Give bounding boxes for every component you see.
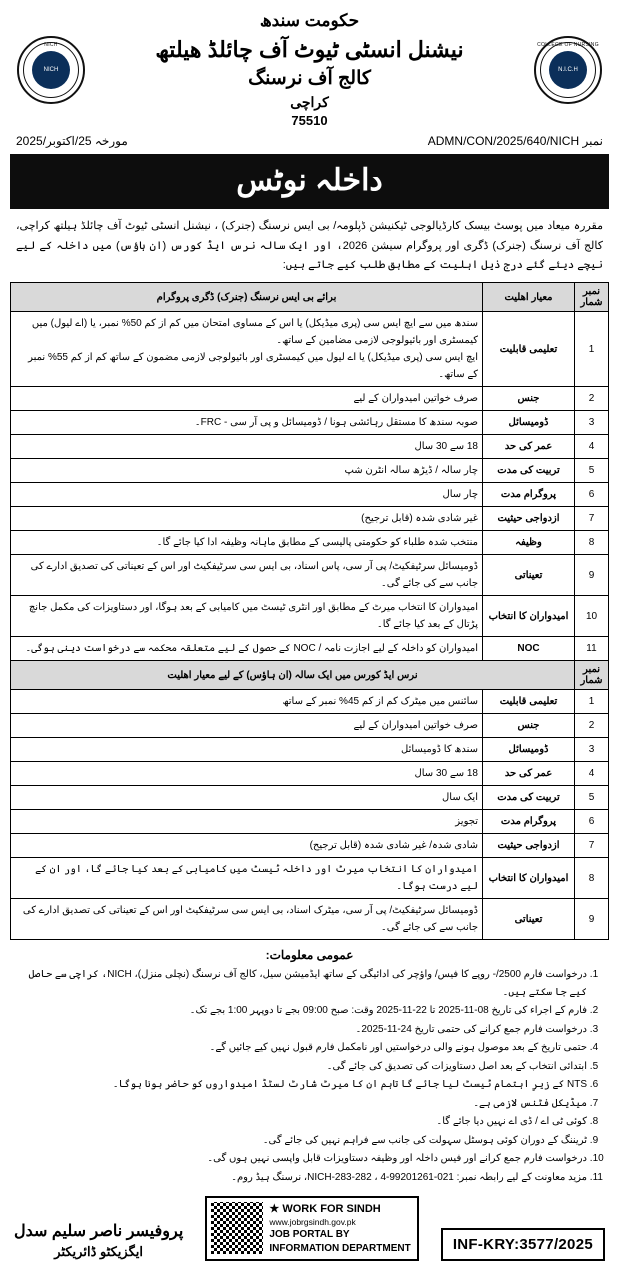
notice-title-bar <box>10 154 609 209</box>
general-info-item: 8. کوئی ٹی اے / ڈی اے نہیں دیا جائے گا۔ <box>14 1113 587 1131</box>
row-sr: 1 <box>575 690 609 714</box>
qr-code-icon[interactable] <box>211 1202 263 1254</box>
row-detail: سائنس میں میٹرک کم از کم 45% نمبر کے ساتھ <box>11 690 483 714</box>
section2-title: نرس ایڈ کورس میں ایک سالہ (ان ہاؤس) کے لیے معیار اھلیت <box>11 661 575 690</box>
row-sr: 2 <box>575 387 609 411</box>
general-info-item: 4. حتمی تاریخ کے بعد موصول ہونے والی درخواستیں اور نامکمل فارم قبول نہیں کیے جائیں گے۔ <box>14 1039 587 1057</box>
row-sr: 3 <box>575 738 609 762</box>
college-seal-top-text: COLLEGE OF NURSING <box>537 41 599 48</box>
general-info-item: 2. فارم کے اجراء کی تاریخ 08-11-2025 تا 22-11-2025 وقت: صبح 09:00 بجے تا دوپہر 1:00 بجے تک۔ <box>14 1002 587 1020</box>
notice-reference: نمبر ADMN/CON/2025/640/NICH <box>427 133 603 148</box>
row-sr: 11 <box>575 637 609 661</box>
college-seal-core-text: N.I.C.H <box>549 51 587 89</box>
row-detail: ڈومیسائل سرٹیفکیٹ/ پی آر سی، میٹرک اسناد، بی ایس سی سرٹیفکیٹ اور اس کے تعیناتی کی تصدیق ادارے کی جانب سے کی جائے گی۔ <box>11 899 483 940</box>
row-criteria: ازدواجی حیثیت <box>483 507 575 531</box>
section-2-header-row <box>11 661 609 690</box>
job-portal-box[interactable] <box>205 1196 418 1261</box>
postcode: 75510 <box>291 113 328 129</box>
document-header <box>10 6 609 132</box>
intro-paragraph: مقررہ میعاد میں پوسٹ بیسک کارڈیالوجی ٹیکنیشن ڈپلومہ/ بی ایس نرسنگ (جنرک) ، نیشنل انسٹی ٹیوٹ آف چائلڈ ہیلتھ کراچی، کالج آف نرسنگ (جنرک) ڈگری اور پروگرام سیشن 2026، اور ایک سالہ نرس ایڈ کورس (ان ہاؤس) میں داخلہ کے لیے نیچے دیئے گئے درج ذیل اہلیت کے مطابق طلب کیے جاتے ہیں: <box>16 219 603 272</box>
row-sr: 6 <box>575 483 609 507</box>
header-sr: نمبر شمار <box>575 283 609 312</box>
row-criteria: عمر کی حد <box>483 435 575 459</box>
row-detail: غیر شادی شدہ (قابل ترجیح) <box>11 507 483 531</box>
nich-seal-core-text: NICH <box>32 51 70 89</box>
inf-code-box: INF-KRY:3577/2025 <box>441 1228 605 1261</box>
row-criteria: وظیفہ <box>483 531 575 555</box>
signatory-name: پروفیسر ناصر سلیم سدل <box>14 1222 184 1240</box>
table-row <box>11 411 609 435</box>
row-detail: 18 سے 30 سال <box>11 762 483 786</box>
row-detail: صرف خواتین امیدواران کے لیے <box>11 714 483 738</box>
row-sr: 4 <box>575 435 609 459</box>
row-sr: 7 <box>575 834 609 858</box>
row-detail: سندھ میں سے ایچ ایس سی (پری میڈیکل) یا اس کے مساوی امتحان میں کم از کم 50% نمبر، یا (اے لیول) میں کیمسٹری اور بائیولوجی لازمی مضامین کے ساتھ۔ ایچ ایس سی (پری میڈیکل) یا اے لیول میں کیمسٹری اور بائیولوجی لازمی مضمون کے ساتھ کم از کم 55% نمبر کے ساتھ۔ <box>11 312 483 387</box>
row-detail: چار سالہ / ڈیڑھ سالہ انٹرن شپ <box>11 459 483 483</box>
page-title: داخلہ نوٹس <box>236 163 383 197</box>
portal-text-block <box>267 1198 416 1259</box>
city-name: کراچی <box>290 94 329 111</box>
general-info-title: عمومی معلومات: <box>265 948 354 963</box>
table-row <box>11 312 609 387</box>
row-sr: 8 <box>575 531 609 555</box>
row-criteria: امیدواران کا انتخاب <box>483 858 575 899</box>
row-detail: شادی شدہ/ غیر شادی شدہ (قابل ترجیح) <box>11 834 483 858</box>
table-row <box>11 738 609 762</box>
table-row <box>11 786 609 810</box>
table-row <box>11 555 609 596</box>
portal-line2: JOB PORTAL BY <box>269 1229 350 1241</box>
table-row <box>11 387 609 411</box>
row-detail: امیدواران کا انتخاب میرٹ کے مطابق اور انٹری ٹیسٹ میں کامیابی کے بعد ہوگا، اور دستاویزات کی مکمل جانچ پڑتال کے بعد کیا جائے گا۔ <box>11 596 483 637</box>
row-criteria: جنس <box>483 387 575 411</box>
general-info-list <box>10 966 609 1186</box>
row-criteria: تعلیمی قابلیت <box>483 690 575 714</box>
document-footer <box>10 1196 609 1261</box>
header-titles <box>88 10 531 130</box>
row-detail: ایک سال <box>11 786 483 810</box>
header-detail: برائے بی ایس نرسنگ (جنرک) ڈگری پروگرام <box>11 283 483 312</box>
row-detail: امیدواران کا انتخاب میرٹ اور داخلہ ٹیسٹ میں کامیابی کے بعد کیا جائے گا، اور ان کے لیے درست ہوگا۔ <box>11 858 483 899</box>
row-sr: 2 <box>575 714 609 738</box>
signature-block <box>14 1221 183 1261</box>
general-info-item: 11. مزید معاونت کے لیے رابطہ نمبر: 021-99201261-4 ، NICH-283-282، نرسنگ ہیڈ روم۔ <box>14 1169 587 1187</box>
portal-line3: INFORMATION DEPARTMENT <box>269 1242 411 1254</box>
table-row <box>11 596 609 637</box>
row-criteria: تربیت کی مدت <box>483 459 575 483</box>
row-sr: 8 <box>575 858 609 899</box>
table-row <box>11 762 609 786</box>
row-sr: 4 <box>575 762 609 786</box>
table-row <box>11 435 609 459</box>
row-detail: منتخب شدہ طلباء کو حکومتی پالیسی کے مطابق ماہانہ وظیفہ ادا کیا جائے گا۔ <box>11 531 483 555</box>
table-row <box>11 899 609 940</box>
general-info-item: 6. NTS کے زیرِ اہتمام ٹیسٹ لیا جائے گا تاہم ان کا میرٹ شارٹ لسٹڈ امیدواروں کو حاضر ہونا ہوگا۔ <box>14 1076 587 1094</box>
general-info-item: 3. درخواست فارم جمع کرانے کی حتمی تاریخ 24-11-2025۔ <box>14 1021 587 1039</box>
row-detail: صوبہ سندھ کا مستقل رہائشی ہونا / ڈومیسائل و پی آر سی - FRC۔ <box>11 411 483 435</box>
row-sr: 5 <box>575 459 609 483</box>
nich-seal-icon <box>17 36 85 104</box>
row-sr: 10 <box>575 596 609 637</box>
table-row <box>11 834 609 858</box>
row-criteria: NOC <box>483 637 575 661</box>
row-detail: 18 سے 30 سال <box>11 435 483 459</box>
college-of-nursing-logo <box>531 33 605 107</box>
row-criteria: جنس <box>483 714 575 738</box>
row-detail: صرف خواتین امیدواران کے لیے <box>11 387 483 411</box>
meta-row <box>10 132 609 152</box>
row-criteria: تعیناتی <box>483 899 575 940</box>
row-criteria: پروگرام مدت <box>483 810 575 834</box>
portal-url[interactable]: www.jobrgsindh.gov.pk <box>269 1216 356 1227</box>
row-criteria: ڈومیسائل <box>483 411 575 435</box>
row-criteria: تعلیمی قابلیت <box>483 312 575 387</box>
row-sr: 9 <box>575 899 609 940</box>
row-criteria: پروگرام مدت <box>483 483 575 507</box>
row-criteria: تعیناتی <box>483 555 575 596</box>
table-row <box>11 714 609 738</box>
notice-date: مورخہ 25/اکتوبر/2025 <box>16 133 128 148</box>
row-detail: ڈومیسائل سرٹیفکیٹ/ پی آر سی، پاس اسناد، بی ایس سی سرٹیفکیٹ اور اس کے تعیناتی کی تصدیق ادارے کی جانب سے کی جائے گی۔ <box>11 555 483 596</box>
nich-seal-top-text: NICH <box>44 41 58 48</box>
institute-name: نیشنل انسٹی ٹیوٹ آف چائلڈ ھیلتھ <box>155 36 464 62</box>
table-row <box>11 483 609 507</box>
row-sr: 3 <box>575 411 609 435</box>
section2-sr-label: نمبر شمار <box>575 661 609 690</box>
row-detail: چار سال <box>11 483 483 507</box>
table-header-row <box>11 283 609 312</box>
signatory-designation: ایگزیکٹو ڈائریکٹر <box>54 1244 143 1260</box>
row-sr: 7 <box>575 507 609 531</box>
row-sr: 6 <box>575 810 609 834</box>
row-criteria: امیدواران کا انتخاب <box>483 596 575 637</box>
eligibility-table <box>10 282 609 940</box>
nich-logo <box>14 33 88 107</box>
general-info-item: 5. ابتدائی انتخاب کے بعد اصل دستاویزات کی تصدیق کی جائے گی۔ <box>14 1058 587 1076</box>
table-row <box>11 459 609 483</box>
govt-name: حکومت سندھ <box>259 11 360 30</box>
row-criteria: ازدواجی حیثیت <box>483 834 575 858</box>
general-info-item: 9. ٹریننگ کے دوران کوئی ہوسٹل سہولت کی جانب سے فراہم نہیں کی جائے گی۔ <box>14 1132 587 1150</box>
table-row <box>11 810 609 834</box>
flag-icon: ★ <box>269 1203 280 1216</box>
row-criteria: تربیت کی مدت <box>483 786 575 810</box>
table-row <box>11 637 609 661</box>
row-detail: سندھ کا ڈومیسائل <box>11 738 483 762</box>
table-row <box>11 858 609 899</box>
college-name: کالج آف نرسنگ <box>248 67 371 89</box>
table-row <box>11 690 609 714</box>
row-sr: 5 <box>575 786 609 810</box>
row-detail: امیدواران کو داخلہ کے لیے اجازت نامہ / NOC کے حصول کے لیے متعلقہ محکمہ سے درخواست دینی ہوگی۔ <box>11 637 483 661</box>
header-criteria: معیار اھلیت <box>483 283 575 312</box>
college-seal-icon <box>534 36 602 104</box>
table-row <box>11 507 609 531</box>
table-row <box>11 531 609 555</box>
row-criteria: ڈومیسائل <box>483 738 575 762</box>
row-sr: 9 <box>575 555 609 596</box>
general-info-item: 1. درخواست فارم 2500/- روپے کا فیس/ واؤچر کی ادائیگی کے ساتھ ایڈمیشن سیل، کالج آف نرسنگ (نچلی منزل)، NICH، کراچی سے حاصل کیے جا سکتے ہیں۔ <box>14 966 587 1001</box>
row-sr: 1 <box>575 312 609 387</box>
portal-line1 <box>269 1202 410 1217</box>
row-detail: تجویز <box>11 810 483 834</box>
general-info-item: 10. درخواست فارم جمع کرانے اور فیس داخلہ اور وظیفہ دستاویزات قابل واپسی نہیں ہوں گی۔ <box>14 1150 587 1168</box>
row-criteria: عمر کی حد <box>483 762 575 786</box>
general-info-item: 7. میڈیکل فٹنس لازمی ہے۔ <box>14 1095 587 1113</box>
portal-line1-text: WORK FOR SINDH <box>282 1203 381 1216</box>
